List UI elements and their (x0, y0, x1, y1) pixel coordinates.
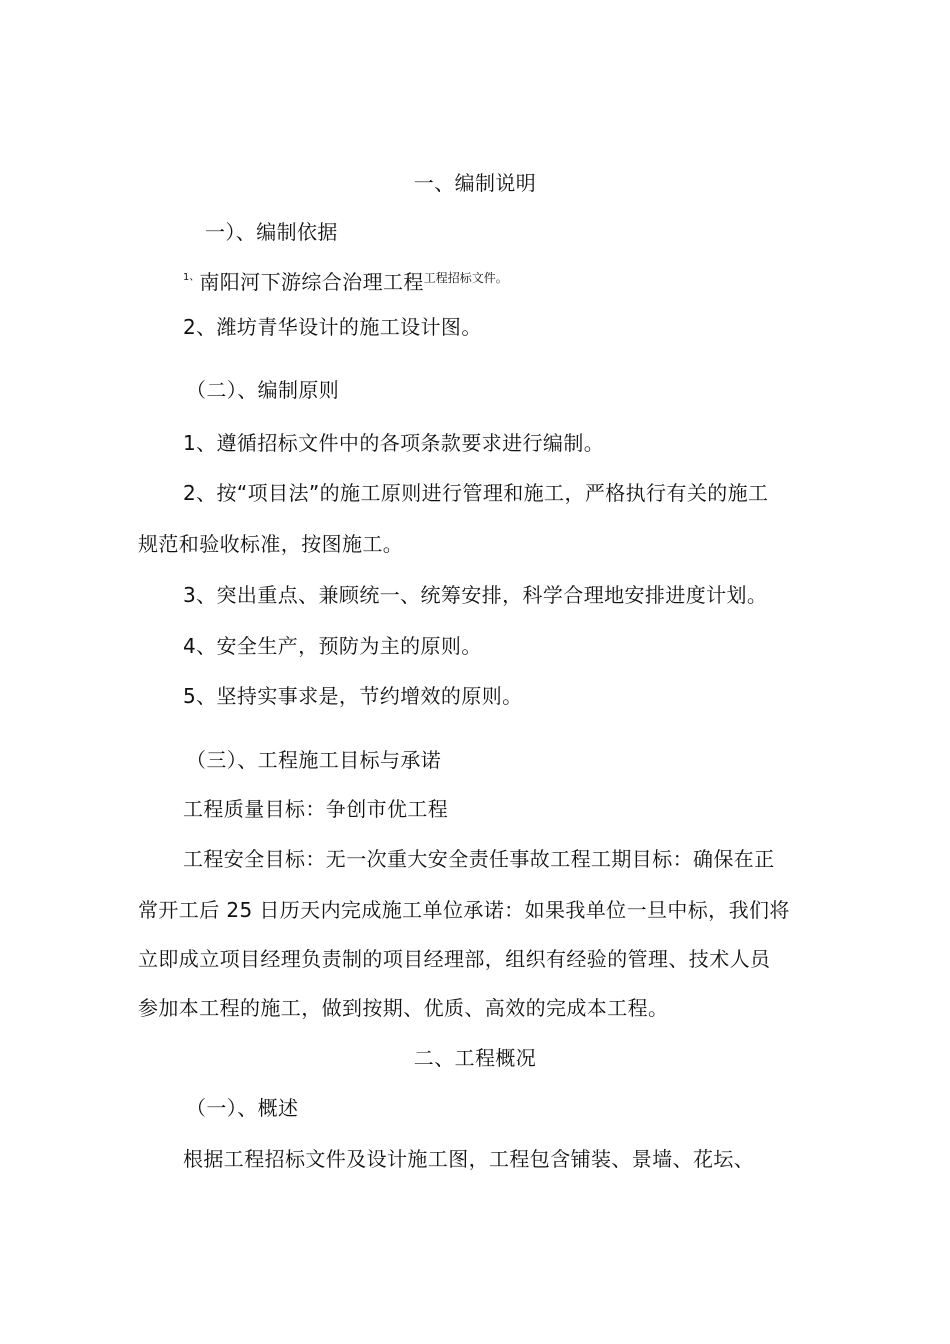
basis-item-1 (183, 270, 508, 294)
basis-item-1-small-text: 工程招标文件。 (423, 271, 508, 285)
principle-3: 3、突出重点、兼顾统一、统筹安排，科学合理地安排进度计划。 (183, 583, 768, 607)
principle-1: 1、遵循招标文件中的各项条款要求进行编制。 (183, 431, 605, 455)
basis-item-1-number: 1、 (183, 272, 200, 283)
principle-5: 5、坚持实事求是，节约增效的原则。 (183, 684, 523, 708)
principle-2-line-1: 2、按“项目法”的施工原则进行管理和施工，严格执行有关的施工 (183, 481, 769, 505)
overview-paragraph-line-1: 根据工程招标文件及设计施工图，工程包含铺装、景墙、花坛、 (183, 1147, 755, 1171)
section-title-2: 二、工程概况 (413, 1046, 537, 1070)
principle-2-line-2: 规范和验收标准，按图施工。 (138, 532, 404, 556)
goals-paragraph-line-4: 参加本工程的施工，做到按期、优质、高效的完成本工程。 (138, 996, 669, 1020)
quality-goal: 工程质量目标：争创市优工程 (183, 797, 449, 821)
basis-heading: 一）、编制依据 (205, 220, 338, 244)
goals-paragraph-line-3: 立即成立项目经理负责制的项目经理部，组织有经验的管理、技术人员 (138, 947, 771, 971)
goals-heading: （三）、工程施工目标与承诺 (186, 748, 442, 772)
overview-heading: （一）、概述 (186, 1096, 299, 1120)
section-title-1: 一、编制说明 (413, 171, 537, 195)
goals-paragraph-line-1: 工程安全目标：无一次重大安全责任事故工程工期目标：确保在正 (183, 847, 775, 871)
goals-paragraph-line-2: 常开工后 25 日历天内完成施工单位承诺：如果我单位一旦中标，我们将 (138, 898, 790, 922)
principle-4: 4、安全生产，预防为主的原则。 (183, 634, 482, 658)
basis-item-2: 2、潍坊青华设计的施工设计图。 (183, 315, 482, 339)
principles-heading: （二）、编制原则 (186, 378, 340, 402)
basis-item-1-text: 南阳河下游综合治理工程 (199, 270, 424, 294)
